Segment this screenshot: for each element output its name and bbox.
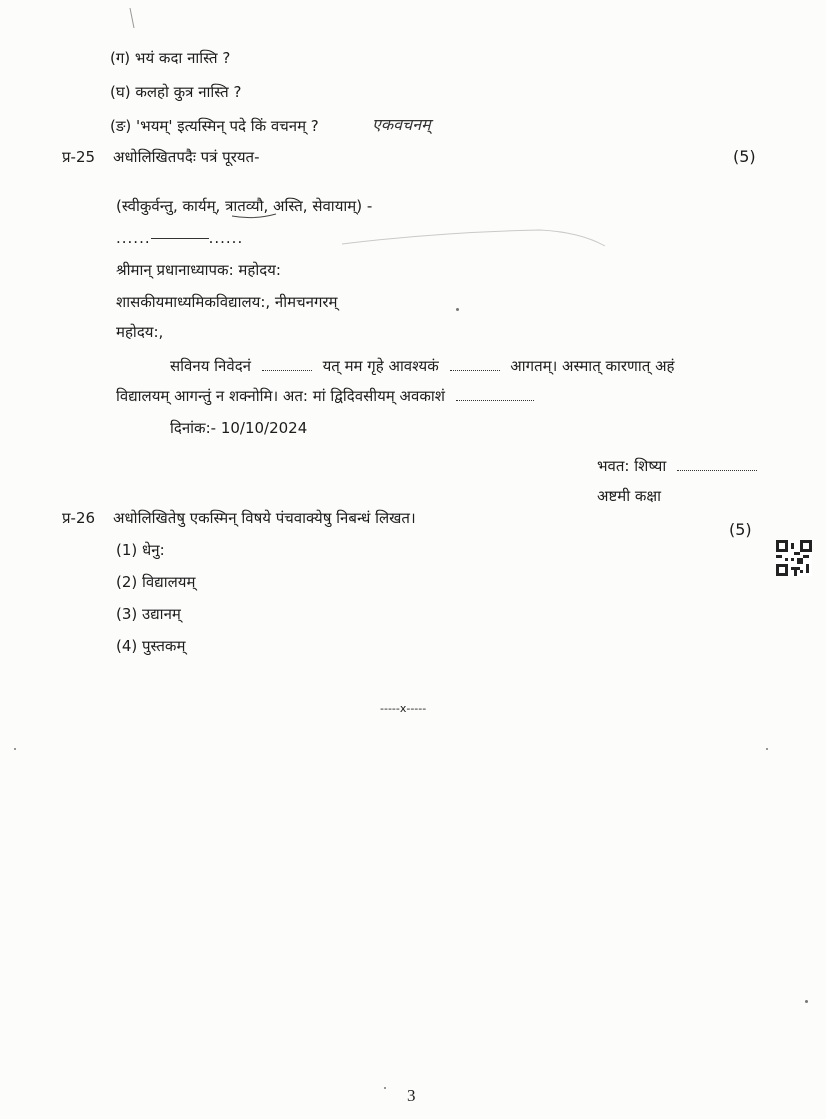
- speck: [14, 748, 16, 750]
- speck: [456, 308, 459, 311]
- speck: [384, 1087, 386, 1089]
- faint-pencil-line: [340, 222, 610, 252]
- q26-text: अधोलिखितेषु एकस्मिन् विषये पंचवाक्येषु निबन्धं लिखत।: [113, 509, 416, 527]
- letter-body-line-2: विद्यालयम् आगन्तुं न शक्नोमि। अत: मां द्विदिवसीयम् अवकाशं: [116, 386, 534, 406]
- question-ng: (ङ) 'भयम्' इत्यस्मिन् पदे किं वचनम् ?: [110, 117, 319, 135]
- end-marker: -----x-----: [380, 702, 427, 715]
- addressee-line-2: शासकीयमाध्यमिकविद्यालय:, नीमचनगरम्: [116, 293, 338, 311]
- q26-number: प्र-26: [62, 509, 96, 527]
- q25-marks: (5): [733, 147, 756, 166]
- speck: [766, 748, 768, 750]
- qr-code-icon: [776, 540, 812, 576]
- handwritten-answer: एकवचनम्: [372, 115, 431, 134]
- q26-option-1: (1) धेनु:: [116, 541, 165, 559]
- question-gh: (घ) कलहो कुत्र नास्ति ?: [110, 83, 242, 101]
- q25-word-bank: (स्वीकुर्वन्तु, कार्यम्, त्रातव्यौ, अस्ति, सेवायाम्) -: [116, 197, 373, 215]
- speck: [805, 1000, 808, 1003]
- q25-blank-line: ...... ......: [116, 229, 244, 247]
- signoff-line-2: अष्टमी कक्षा: [597, 487, 662, 505]
- signoff-line-1: भवत: शिष्या: [597, 456, 757, 476]
- letter-date: दिनांक:- 10/10/2024: [170, 419, 308, 437]
- q26-marks: (5): [729, 520, 752, 539]
- addressee-line-1: श्रीमान् प्रधानाध्यापक: महोदय:: [116, 261, 281, 279]
- page-number: 3: [407, 1086, 416, 1105]
- q26-option-3: (3) उद्यानम्: [116, 605, 181, 623]
- q26-option-2: (2) विद्यालयम्: [116, 573, 196, 591]
- q25-number: प्र-25: [62, 148, 96, 166]
- word-underline-mark: [230, 212, 278, 220]
- letter-body-line-1: सविनय निवेदनं यत् मम गृहे आवश्यकं आगतम्। अस्मात् कारणात् अहं: [170, 357, 675, 375]
- q26-option-4: (4) पुस्तकम्: [116, 637, 186, 655]
- salutation: महोदय:,: [116, 323, 164, 341]
- q25-text: अधोलिखितपदैः पत्रं पूरयत-: [113, 148, 260, 166]
- pen-stroke-mark: [128, 6, 138, 30]
- question-g: (ग) भयं कदा नास्ति ?: [110, 49, 231, 67]
